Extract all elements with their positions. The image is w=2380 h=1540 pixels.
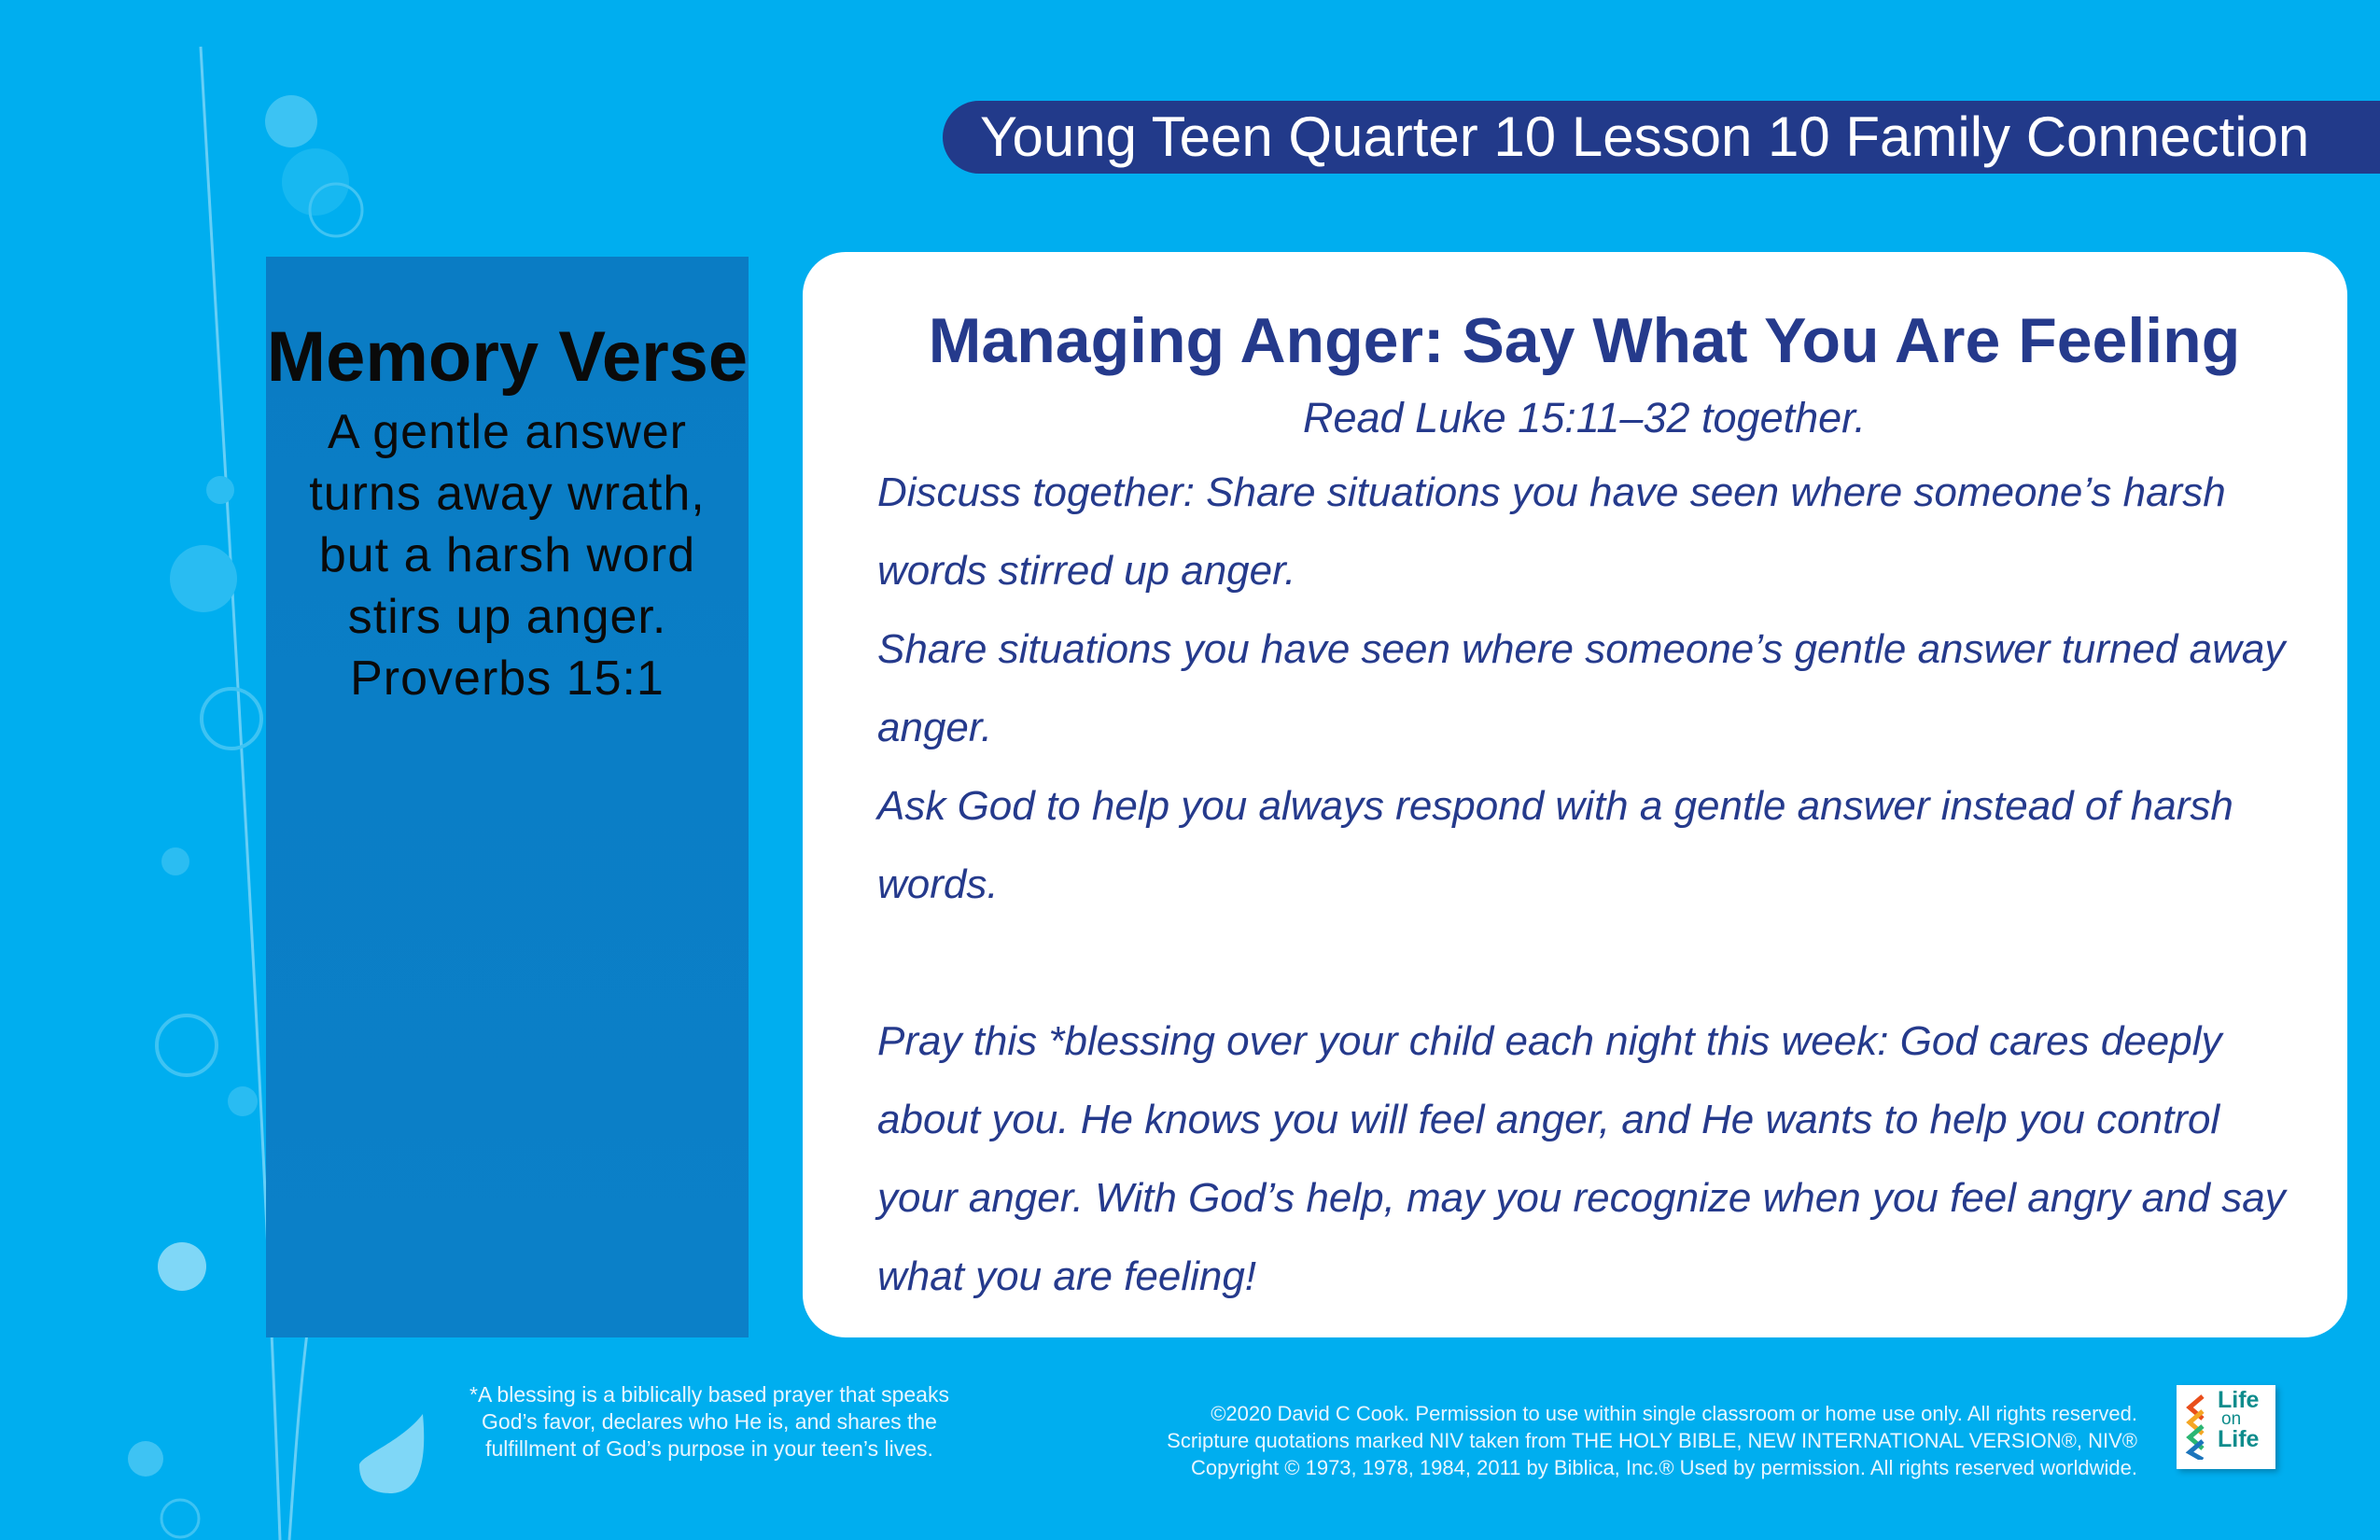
header-bar	[943, 101, 2380, 174]
lesson-subtitle: Read Luke 15:11–32 together.	[1303, 394, 1866, 441]
copyright-line-3: Copyright © 1973, 1978, 1984, 2011 by Biblica, Inc.® Used by permission. All rights reserved worldwide.	[1191, 1456, 2137, 1479]
paragraph-spacer	[877, 924, 2291, 1002]
logo-word-life-top: Life	[2218, 1387, 2260, 1413]
logo-word-life-bottom: Life	[2218, 1426, 2260, 1452]
share-paragraph: Share situations you have seen where someone’s gentle answer turned away anger.	[877, 626, 2286, 750]
blessing-footnote: *A blessing is a biblically based prayer that speaks God’s favor, declares who He is, and shares the fulfillment of God’s purpose in your teen’s lives.	[469, 1382, 949, 1461]
copyright-line-2: Scripture quotations marked NIV taken from THE HOLY BIBLE, NEW INTERNATIONAL VERSION®, NIV®	[1167, 1429, 2137, 1452]
lesson-card	[803, 252, 2347, 1337]
life-on-life-logo-icon	[2182, 1394, 2214, 1460]
copyright-line-1: ©2020 David C Cook. Permission to use within single classroom or home use only. All rights reserved.	[1211, 1402, 2137, 1425]
header-title: Young Teen Quarter 10 Lesson 10 Family Connection	[980, 105, 2310, 168]
ask-god-paragraph: Ask God to help you always respond with a gentle answer instead of harsh words.	[877, 783, 2233, 907]
memory-verse-text: A gentle answer turns away wrath, but a harsh word stirs up anger.	[309, 405, 706, 644]
logo-word-on: on	[2221, 1409, 2242, 1429]
copyright-notice	[1045, 1400, 2137, 1481]
lesson-title: Managing Anger: Say What You Are Feeling	[928, 305, 2241, 376]
memory-verse-heading: Memory Verse	[266, 317, 749, 397]
logo-wordmark	[2218, 1389, 2274, 1450]
memory-verse-panel	[266, 257, 749, 1337]
memory-verse-reference: Proverbs 15:1	[350, 651, 665, 706]
blessing-paragraph: Pray this *blessing over your child each night this week: God cares deeply about you. He knows you will feel anger, and He wants to help you control your anger. With God’s help, may you recognize when you feel angry and say what you are feeling!	[877, 1018, 2286, 1299]
discussion-paragraph: Discuss together: Share situations you have seen where someone’s harsh words stirred up anger.	[877, 469, 2226, 594]
life-on-life-logo	[2177, 1385, 2275, 1469]
